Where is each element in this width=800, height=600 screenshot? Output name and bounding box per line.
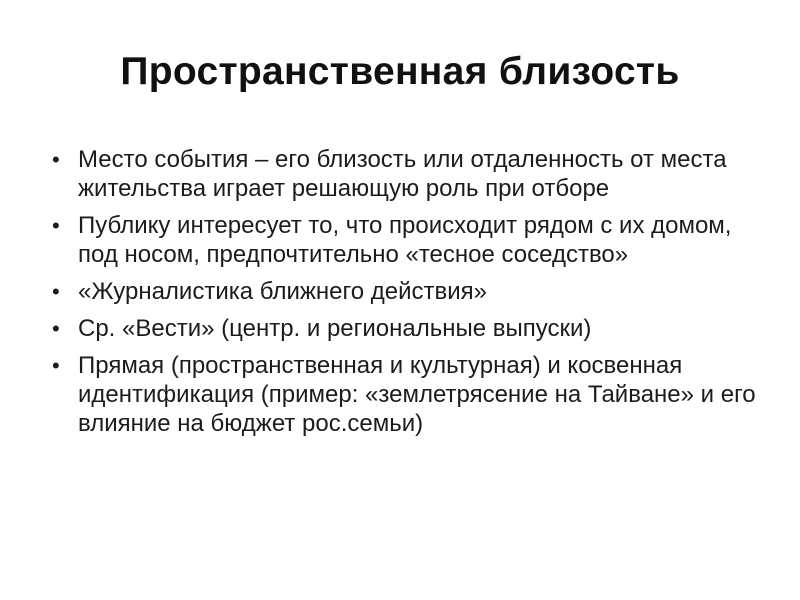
bullet-dot-icon: • — [52, 353, 60, 378]
bullet-item — [50, 314, 760, 343]
bullet-list — [50, 145, 760, 446]
bullet-text: Прямая (пространственная и культурная) и косвенная идентификация (пример: «землетрясение на Тайване» и его влияние на бюджет рос.семьи) — [78, 352, 756, 437]
bullet-dot-icon: • — [52, 213, 60, 238]
bullet-item — [50, 211, 760, 269]
bullet-text: Место события – его близость или отдаленность от места жительства играет решающую роль при отборе — [78, 146, 727, 202]
bullet-dot-icon: • — [52, 316, 60, 341]
bullet-item — [50, 351, 760, 438]
bullet-dot-icon: • — [52, 279, 60, 304]
slide-title: Пространственная близость — [120, 50, 680, 93]
bullet-item — [50, 145, 760, 203]
bullet-item — [50, 277, 760, 306]
bullet-text: Публику интересует то, что происходит рядом с их домом, под носом, предпочтительно «тесное соседство» — [78, 212, 732, 268]
bullet-text: Ср. «Вести» (центр. и региональные выпуски) — [78, 315, 592, 342]
bullet-dot-icon: • — [52, 147, 60, 172]
bullet-text: «Журналистика ближнего действия» — [78, 278, 487, 305]
